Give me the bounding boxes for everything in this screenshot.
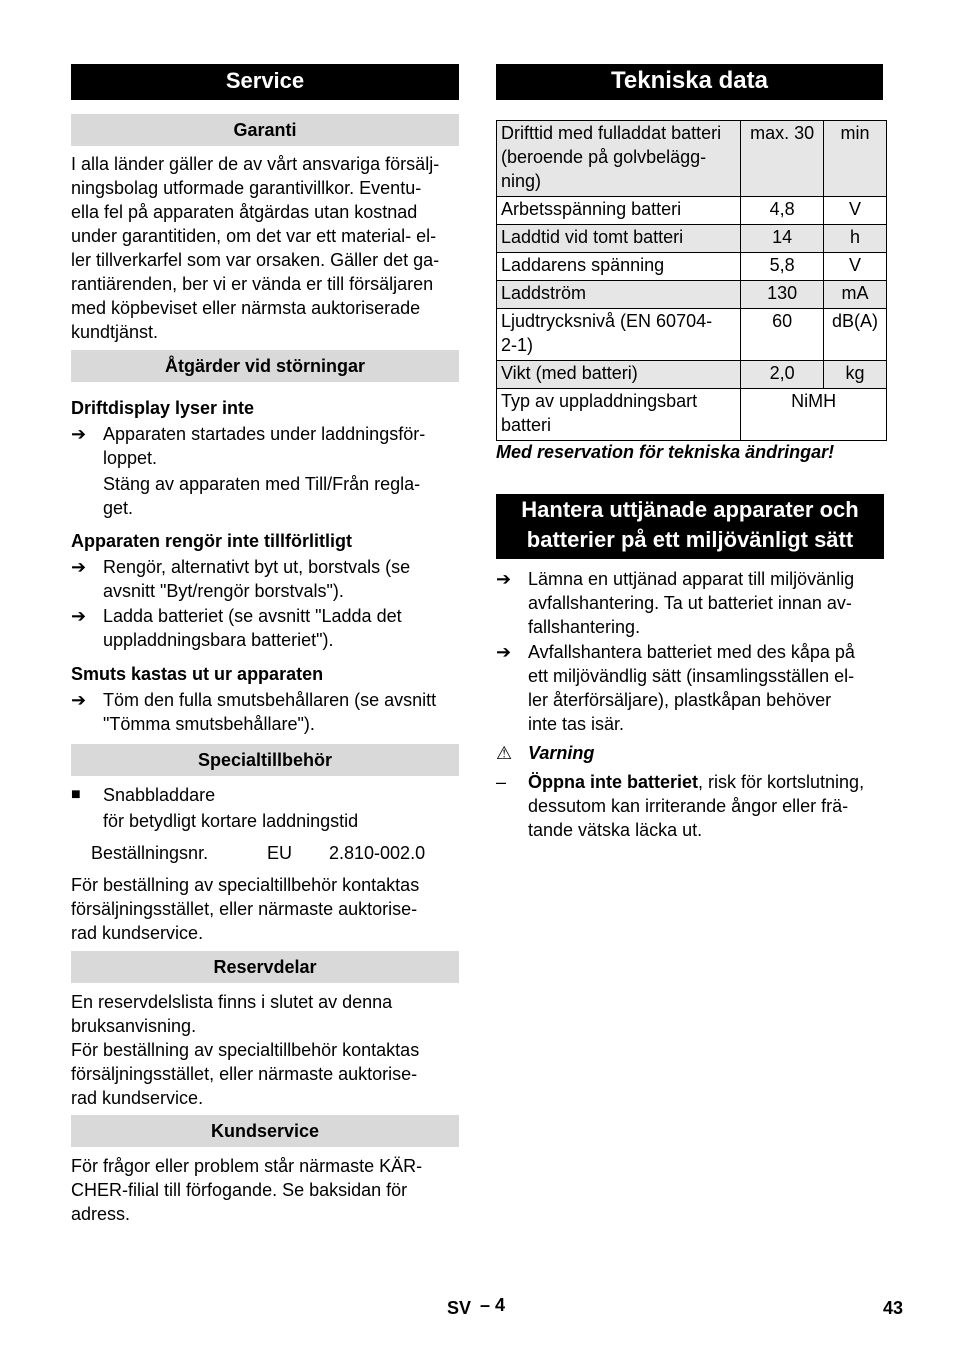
storningar-heading: Åtgärder vid störningar <box>71 350 459 382</box>
disposal-title <box>496 494 884 559</box>
driftdisplay-item-text <box>103 422 425 470</box>
spec-label-line: Arbetsspänning batteri <box>501 199 682 219</box>
spec-value: 4,8 <box>741 197 824 225</box>
spec-label-line: ning) <box>501 171 542 191</box>
rengor-item-1-text-line: Rengör, alternativt byt ut, borstvals (se <box>103 557 411 577</box>
kundservice-text <box>71 1154 463 1226</box>
spec-label <box>497 225 741 253</box>
disposal-item-2-text-line: ett miljövändlig sätt (insamlingsställen el- <box>528 666 855 686</box>
garanti-text-line: ella fel på apparaten åtgärdas utan kostnad <box>71 202 418 222</box>
disposal-item-1-text-line: avfallshantering. Ta ut batteriet innan av- <box>528 593 852 613</box>
warning-text-rest: , risk för kortslutning, <box>698 772 865 792</box>
spec-label-line: (beroende på golvbelägg- <box>501 147 707 167</box>
disposal-item-2-text <box>528 640 855 736</box>
spec-label <box>497 197 741 225</box>
disposal-item-1-text-line: fallshantering. <box>528 617 641 637</box>
order-region: EU <box>267 843 293 863</box>
spec-value: 5,8 <box>741 253 824 281</box>
spec-label-line: Drifttid med fulladdat batteri <box>501 123 722 143</box>
disposal-item-2 <box>496 640 888 736</box>
reservation-note: Med reservation för tekniska ändringar! <box>496 442 835 462</box>
table-row <box>497 361 887 389</box>
arrow-icon: ➔ <box>71 557 87 577</box>
dash-bullet: – <box>496 772 507 792</box>
rengor-item-2-text-line: uppladdningsbara batteriet"). <box>103 630 334 650</box>
warning-heading <box>496 741 888 765</box>
warning-text <box>528 770 888 842</box>
driftdisplay-item-continued <box>71 472 463 520</box>
table-row <box>497 281 887 309</box>
smuts-item-text <box>103 688 436 736</box>
spec-unit: V <box>824 197 887 225</box>
spec-value: 130 <box>741 281 824 309</box>
spec-label <box>497 253 741 281</box>
garanti-heading: Garanti <box>71 114 459 146</box>
arrow-icon: ➔ <box>71 690 87 710</box>
warning-text-lines-line: dessutom kan irriterande ångor eller frä- <box>528 796 849 816</box>
reservdelar-heading: Reservdelar <box>71 951 459 983</box>
spec-value: 2,0 <box>741 361 824 389</box>
rengor-item-1-text <box>103 555 410 603</box>
warning-label: Varning <box>528 743 595 763</box>
garanti-text-line: rantiärenden, ber vi er vända er till försäljaren <box>71 274 434 294</box>
driftdisplay-item-text-line: Apparaten startades under laddningsför- <box>103 424 426 444</box>
driftdisplay-item-continued-text-line: get. <box>103 498 134 518</box>
spec-unit: dB(A) <box>824 309 887 361</box>
rengor-item-1-text-line: avsnitt "Byt/rengör borstvals"). <box>103 581 344 601</box>
page-number: 43 <box>883 1298 904 1318</box>
square-bullet-icon: ■ <box>71 786 81 803</box>
special-text <box>71 873 463 945</box>
footer-lang: SV <box>447 1298 472 1318</box>
garanti-text-line: ler tillverkarfel som var orsaken. Gäller det ga- <box>71 250 440 270</box>
garanti-text-line: I alla länder gäller de av vårt ansvariga försälj- <box>71 154 440 174</box>
spec-unit: h <box>824 225 887 253</box>
arrow-icon: ➔ <box>496 569 512 589</box>
spec-label <box>497 281 741 309</box>
reservdelar-text-line: En reservdelslista finns i slutet av denna <box>71 992 393 1012</box>
spec-unit: kg <box>824 361 887 389</box>
smuts-item-text-line: "Tömma smutsbehållare"). <box>103 714 315 734</box>
reservdelar-text <box>71 990 463 1110</box>
spec-unit: mA <box>824 281 887 309</box>
spec-label-line: Typ av uppladdningsbart <box>501 391 698 411</box>
table-row <box>497 121 887 197</box>
reservdelar-text-line: bruksanvisning. <box>71 1016 197 1036</box>
rengor-item-2-text-line: Ladda batteriet (se avsnitt "Ladda det <box>103 606 402 626</box>
table-row <box>497 389 887 441</box>
spec-label <box>497 309 741 361</box>
disposal-title-line: Hantera uttjänade apparater och <box>521 497 859 522</box>
spec-unit: min <box>824 121 887 197</box>
footer-dash-page: – 4 <box>480 1295 506 1315</box>
garanti-text-line: under garantitiden, om det var ett material- el- <box>71 226 437 246</box>
kundservice-text-line: adress. <box>71 1204 131 1224</box>
reservdelar-text-line: försäljningsstället, eller närmaste auktorise- <box>71 1064 418 1084</box>
driftdisplay-subheading: Driftdisplay lyser inte <box>71 398 255 418</box>
driftdisplay-item <box>71 422 463 470</box>
spec-label-line: 2-1) <box>501 335 534 355</box>
driftdisplay-item-continued-text <box>103 472 420 520</box>
snabbladdare-desc: för betydligt kortare laddningstid <box>103 811 359 831</box>
smuts-item-text-line: Töm den fulla smutsbehållaren (se avsnitt <box>103 690 437 710</box>
disposal-title-line: batterier på ett miljövänligt sätt <box>526 527 854 552</box>
spec-label <box>497 121 741 197</box>
spec-value: max. 30 <box>741 121 824 197</box>
spec-value: 60 <box>741 309 824 361</box>
spec-label-line: Laddström <box>501 283 587 303</box>
arrow-icon: ➔ <box>71 606 87 626</box>
special-text-line: rad kundservice. <box>71 923 204 943</box>
warning-item <box>496 770 888 842</box>
warning-text-lines <box>528 794 888 842</box>
disposal-item-1-text <box>528 567 854 639</box>
tech-data-table <box>496 120 887 441</box>
driftdisplay-item-continued-text-line: Stäng av apparaten med Till/Från regla- <box>103 474 421 494</box>
arrow-icon: ➔ <box>71 424 87 444</box>
spec-label <box>497 389 741 441</box>
smuts-subheading: Smuts kastas ut ur apparaten <box>71 664 324 684</box>
service-title: Service <box>71 64 459 100</box>
spec-label-line: batteri <box>501 415 552 435</box>
table-row <box>497 253 887 281</box>
spec-unit: V <box>824 253 887 281</box>
rengor-item-2 <box>71 604 463 652</box>
order-number: 2.810-002.0 <box>329 843 426 863</box>
order-label: Beställningsnr. <box>91 843 209 863</box>
rengor-subheading: Apparaten rengör inte tillförlitligt <box>71 531 353 551</box>
reservdelar-text-line: För beställning av specialtillbehör kontaktas <box>71 1040 420 1060</box>
rengor-item-1 <box>71 555 463 603</box>
kundservice-text-line: CHER-filial till förfogande. Se baksidan för <box>71 1180 408 1200</box>
table-row <box>497 197 887 225</box>
table-row <box>497 225 887 253</box>
disposal-item-2-text-line: ler återförsäljare), plastkåpan behöver <box>528 690 832 710</box>
warning-text-lines-line: tande vätska läcka ut. <box>528 820 703 840</box>
disposal-item-2-text-line: Avfallshantera batteriet med des kåpa på <box>528 642 855 662</box>
kundservice-text-line: För frågor eller problem står närmaste KÄR- <box>71 1156 423 1176</box>
spec-label-line: Laddtid vid tomt batteri <box>501 227 684 247</box>
rengor-item-2-text <box>103 604 402 652</box>
spec-label-line: Vikt (med batteri) <box>501 363 638 383</box>
garanti-text-line: ningsbolag utformade garantivillkor. Eventu- <box>71 178 422 198</box>
special-heading: Specialtillbehör <box>71 744 459 776</box>
arrow-icon: ➔ <box>496 642 512 662</box>
garanti-text-line: med köpbeviset eller närmsta auktoriserade <box>71 298 421 318</box>
garanti-text <box>71 152 463 344</box>
special-text-line: För beställning av specialtillbehör kontaktas <box>71 875 420 895</box>
kundservice-heading: Kundservice <box>71 1115 459 1147</box>
spec-value: NiMH <box>741 389 887 441</box>
special-text-line: försäljningsstället, eller närmaste auktorise- <box>71 899 418 919</box>
spec-value: 14 <box>741 225 824 253</box>
spec-label-line: Ljudtrycksnivå (EN 60704- <box>501 311 713 331</box>
warning-bold-text: Öppna inte batteriet <box>528 772 699 792</box>
snabbladdare-item <box>71 783 463 807</box>
smuts-item <box>71 688 463 736</box>
reservdelar-text-line: rad kundservice. <box>71 1088 204 1108</box>
disposal-item-1 <box>496 567 888 639</box>
disposal-item-1-text-line: Lämna en uttjänad apparat till miljövänlig <box>528 569 855 589</box>
disposal-item-2-text-line: inte tas isär. <box>528 714 625 734</box>
warning-triangle-icon: ⚠ <box>496 743 513 763</box>
table-row <box>497 309 887 361</box>
driftdisplay-item-text-line: loppet. <box>103 448 158 468</box>
spec-label <box>497 361 741 389</box>
garanti-text-line: kundtjänst. <box>71 322 159 342</box>
spec-label-line: Laddarens spänning <box>501 255 665 275</box>
snabbladdare-name: Snabbladdare <box>103 785 216 805</box>
tech-title: Tekniska data <box>496 64 883 100</box>
